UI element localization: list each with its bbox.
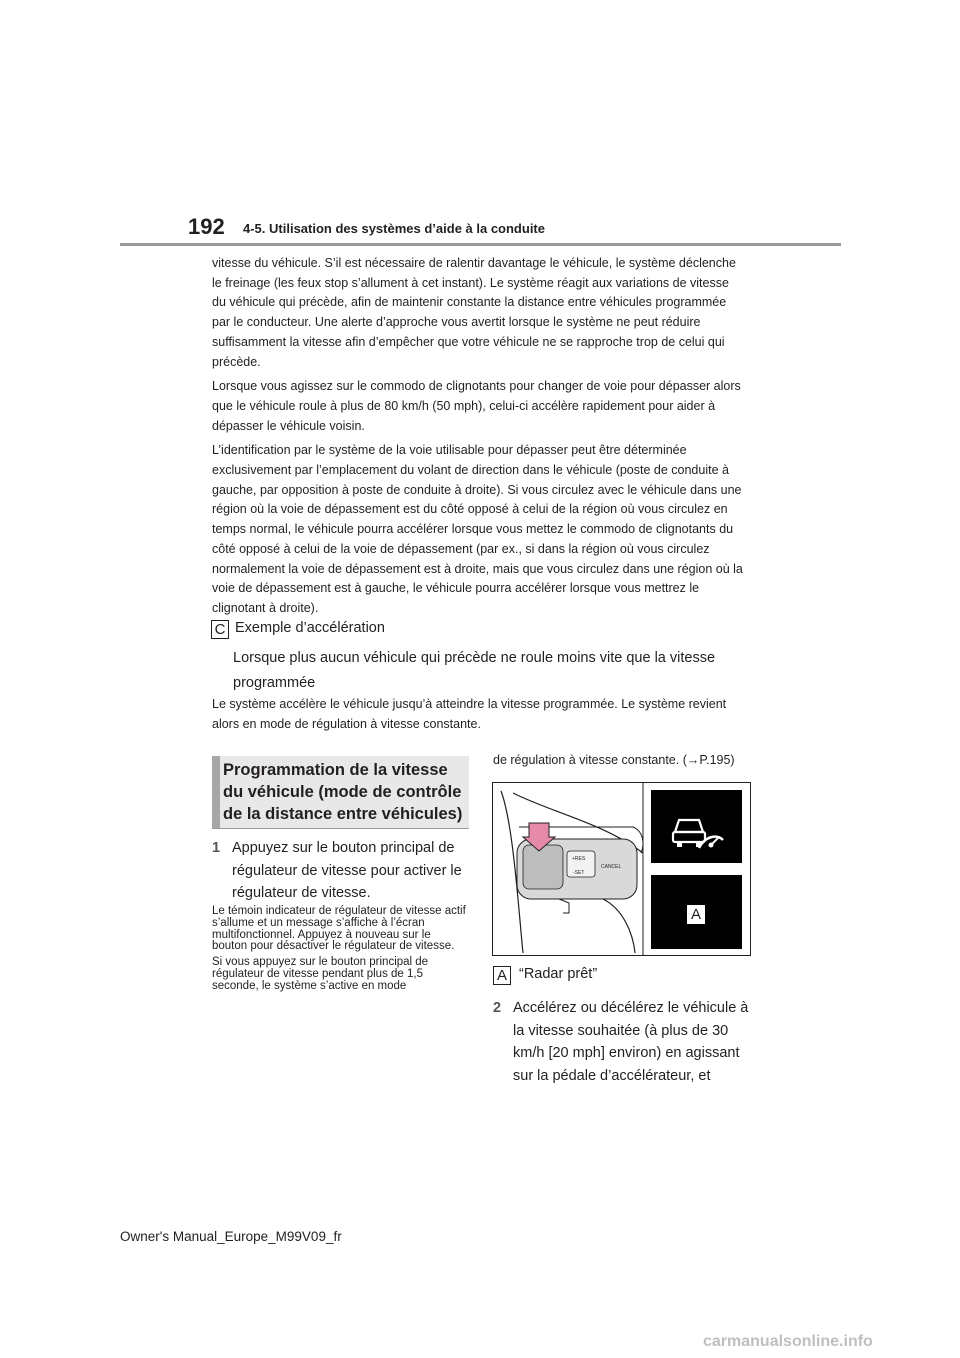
res-label: +RES — [572, 856, 586, 862]
paragraph: Lorsque vous agissez sur le commodo de clignotants pour changer de voie pour dépasser alors que le véhicule roule à plus de 80 km/h (50 mph), celui-ci accélère rapidement pour aider à dépasser le véhicule voisin. — [212, 379, 741, 433]
set-label: -SET — [573, 870, 585, 876]
footer-document-name: Owner's Manual_Europe_M99V09_fr — [120, 1229, 342, 1244]
example-heading — [211, 620, 385, 639]
continued-text: de régulation à vitesse constante. (→P.195) — [493, 753, 735, 767]
header-divider — [120, 243, 841, 246]
note-paragraph: Le témoin indicateur de régulateur de vitesse actif s’allume et un message s’affiche à l’écran multifonctionnel. Appuyez à nouveau sur le bouton pour désactiver le régulateur de vitesse. — [212, 905, 466, 953]
intro-text — [212, 254, 746, 624]
radar-ready-text: “Radar prêt” — [519, 966, 598, 982]
step-text: Appuyez sur le bouton principal de régulateur de vitesse pour activer le régulateur de vitesse. — [232, 840, 462, 901]
radar-ready-caption — [493, 966, 597, 985]
example-subtitle: Lorsque plus aucun véhicule qui précède ne roule moins vite que la vitesse programmée — [233, 650, 716, 691]
section-title: 4-5. Utilisation des systèmes d’aide à la conduite — [243, 221, 545, 236]
radar-cruise-icon — [651, 790, 742, 863]
note-paragraph: Si vous appuyez sur le bouton principal de régulateur de vitesse pendant plus de 1,5 seconde, le système s’active en mode — [212, 956, 429, 992]
multi-info-display-top — [651, 790, 742, 863]
label-c-badge: C — [211, 620, 229, 639]
step-text: Accélérez ou décélérez le véhicule à la vitesse souhaitée (à plus de 30 km/h [20 mph] environ) en agissant sur la pédale d’accélérateur, et — [513, 1000, 749, 1084]
step-1-notes — [212, 906, 466, 997]
cancel-label: CANCEL — [601, 864, 622, 870]
step-2 — [493, 997, 751, 1087]
step-number: 2 — [493, 1000, 502, 1016]
section-heading-accent — [212, 756, 220, 828]
step-1 — [212, 837, 470, 905]
section-heading: Programmation de la vitesse du véhicule (mode de contrôle de la distance entre véhicules) — [223, 761, 463, 823]
example-title: Exemple d’accélération — [235, 620, 385, 636]
label-a-badge: A — [493, 966, 511, 985]
watermark: carmanualsonline.info — [703, 1333, 873, 1350]
paragraph: vitesse du véhicule. S’il est nécessaire de ralentir davantage le véhicule, le système déclenche le freinage (les feux stop s’allument à cet instant). Le système réagit aux variations de vitesse du véhicule qui précède, afin de maintenir constante la distance entre véhicules programmée par le conducteur. Une alerte d’approche vous avertit lorsque le système ne peut réduire suffisamment la vitesse afin d’empêcher que votre véhicule ne se rapproche trop de celui qui précède. — [212, 256, 736, 369]
paragraph: L’identification par le système de la voie utilisable pour dépasser peut être déterminée exclusivement par l’emplacement du volant de direction dans le véhicule (poste de conduite à gauche, par opposition à poste de conduite à droite). Si vous circulez avec le véhicule dans une région où la voie de dépassement est du côté opposé à celui de la région où vous circulez en temps normal, le véhicule pourra accélérer lorsque vous mettez le commodo de clignotants du côté opposé à celui de la voie de dépassement (par ex., si dans la région où vous circulez normalement la voie de dépassement est à droite, mais que vous circulez dans une région où la voie de dépassement est à gauche, le véhicule pourra accélérer lorsque vous mettrez le clignotant à droite). — [212, 443, 743, 615]
step-number: 1 — [212, 840, 221, 856]
example-note: Le système accélère le véhicule jusqu’à atteindre la vitesse programmée. Le système revient alors en mode de régulation à vitesse constante. — [212, 697, 727, 731]
page-number: 192 — [188, 214, 225, 239]
screen-label-a: A — [686, 904, 706, 925]
